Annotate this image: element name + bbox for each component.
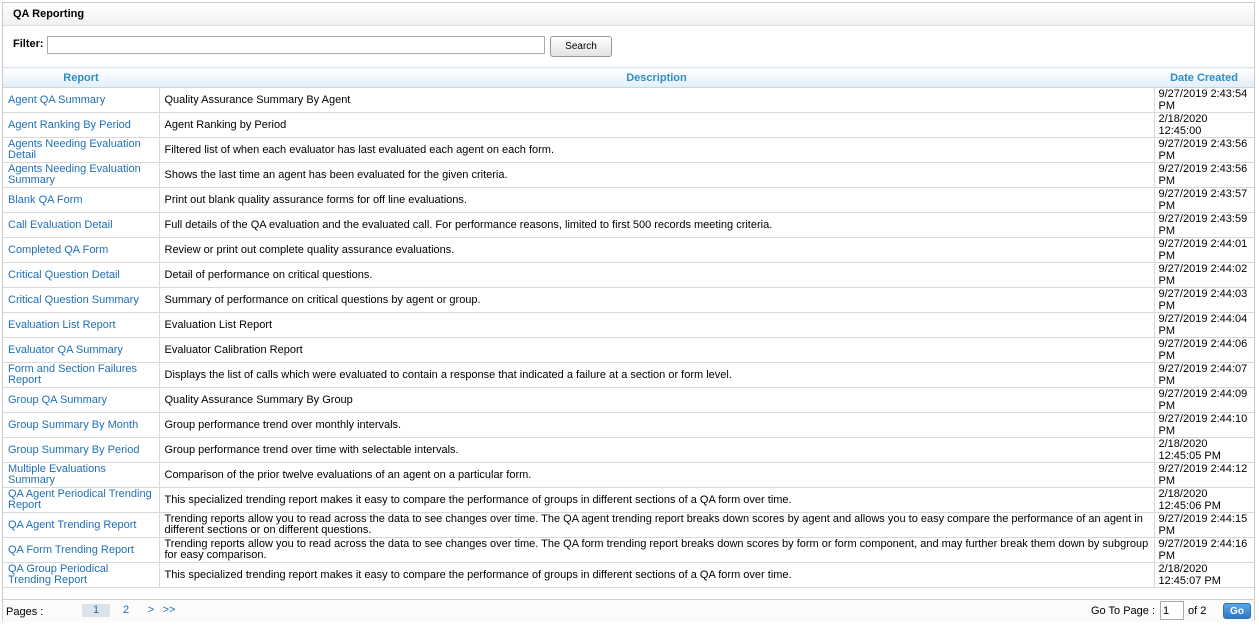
column-header-date-created[interactable]: Date Created xyxy=(1154,68,1254,88)
report-link[interactable]: Multiple Evaluations Summary xyxy=(8,463,106,486)
search-button[interactable]: Search xyxy=(550,36,612,57)
report-cell xyxy=(3,163,159,188)
table-row xyxy=(3,138,1254,163)
report-link[interactable]: Blank QA Form xyxy=(8,193,83,206)
table-body xyxy=(3,88,1254,588)
panel-title: QA Reporting xyxy=(3,3,1254,26)
report-link[interactable]: Group QA Summary xyxy=(8,393,108,406)
table-row xyxy=(3,338,1254,363)
report-cell xyxy=(3,388,159,413)
reports-grid xyxy=(3,67,1254,588)
date-created-cell: 9/27/2019 2:44:15 PM xyxy=(1154,513,1254,538)
report-link[interactable]: Agents Needing Evaluation Detail xyxy=(8,138,141,161)
date-created-cell: 9/27/2019 2:44:10 PM xyxy=(1154,413,1254,438)
report-cell xyxy=(3,438,159,463)
date-created-cell: 2/18/2020 12:45:07 PM xyxy=(1154,563,1254,588)
last-page-link[interactable]: >> xyxy=(162,604,176,616)
description-cell: This specialized trending report makes it easy to compare the performance of groups in different sections of a QA form over time. xyxy=(159,488,1154,513)
page-1-current[interactable]: 1 xyxy=(82,604,110,617)
table-row xyxy=(3,488,1254,513)
report-cell xyxy=(3,88,159,113)
report-cell xyxy=(3,113,159,138)
date-created-cell: 9/27/2019 2:43:56 PM xyxy=(1154,163,1254,188)
description-cell: Trending reports allow you to read across the data to see changes over time. The QA form trending report breaks down scores by form or form component, and may further break them down by subgroup for easy comparison. xyxy=(159,538,1154,563)
description-cell: Filtered list of when each evaluator has last evaluated each agent on each form. xyxy=(159,138,1154,163)
date-created-cell: 9/27/2019 2:44:04 PM xyxy=(1154,313,1254,338)
pager xyxy=(3,599,1254,622)
report-link[interactable]: Agent Ranking By Period xyxy=(8,118,131,131)
table-row xyxy=(3,188,1254,213)
table-row xyxy=(3,113,1254,138)
description-cell: Group performance trend over monthly intervals. xyxy=(159,413,1154,438)
report-cell xyxy=(3,238,159,263)
table-row xyxy=(3,538,1254,563)
table-row xyxy=(3,563,1254,588)
report-cell xyxy=(3,538,159,563)
report-link[interactable]: Evaluator QA Summary xyxy=(8,343,123,356)
report-link[interactable]: Group Summary By Month xyxy=(8,418,139,431)
table-row xyxy=(3,363,1254,388)
date-created-cell: 9/27/2019 2:43:54 PM xyxy=(1154,88,1254,113)
date-created-cell: 9/27/2019 2:44:09 PM xyxy=(1154,388,1254,413)
report-cell xyxy=(3,363,159,388)
description-cell: Evaluation List Report xyxy=(159,313,1154,338)
date-created-cell: 9/27/2019 2:44:12 PM xyxy=(1154,463,1254,488)
report-link[interactable]: Agents Needing Evaluation Summary xyxy=(8,163,141,186)
table-header-row xyxy=(3,68,1254,88)
description-cell: Evaluator Calibration Report xyxy=(159,338,1154,363)
description-cell: Group performance trend over time with selectable intervals. xyxy=(159,438,1154,463)
report-cell xyxy=(3,488,159,513)
report-cell xyxy=(3,288,159,313)
report-cell xyxy=(3,188,159,213)
date-created-cell: 9/27/2019 2:44:07 PM xyxy=(1154,363,1254,388)
goto-page-input[interactable] xyxy=(1160,601,1184,620)
report-link[interactable]: Critical Question Detail xyxy=(8,268,120,281)
table-row xyxy=(3,163,1254,188)
description-cell: Displays the list of calls which were evaluated to contain a response that indicated a failure at a section or form level. xyxy=(159,363,1154,388)
date-created-cell: 9/27/2019 2:44:03 PM xyxy=(1154,288,1254,313)
report-link[interactable]: Evaluation List Report xyxy=(8,318,116,331)
description-cell: Agent Ranking by Period xyxy=(159,113,1154,138)
description-cell: Trending reports allow you to read across the data to see changes over time. The QA agent trending report breaks down scores by agent and allows you to easy compare the performance of an agent in different sections or on different questions. xyxy=(159,513,1154,538)
report-link[interactable]: Completed QA Form xyxy=(8,243,109,256)
table-row xyxy=(3,238,1254,263)
description-cell: Review or print out complete quality assurance evaluations. xyxy=(159,238,1154,263)
description-cell: Quality Assurance Summary By Group xyxy=(159,388,1154,413)
page-count-label: of 2 xyxy=(1188,605,1207,617)
description-cell: Quality Assurance Summary By Agent xyxy=(159,88,1154,113)
report-link[interactable]: QA Group Periodical Trending Report xyxy=(8,563,109,586)
report-cell xyxy=(3,213,159,238)
date-created-cell: 9/27/2019 2:44:02 PM xyxy=(1154,263,1254,288)
column-header-report[interactable]: Report xyxy=(3,68,159,88)
table-row xyxy=(3,213,1254,238)
filter-input[interactable] xyxy=(47,36,545,54)
next-page-link[interactable]: > xyxy=(147,604,155,616)
table-row xyxy=(3,388,1254,413)
table-row xyxy=(3,88,1254,113)
report-link[interactable]: QA Agent Periodical Trending Report xyxy=(8,488,152,511)
report-cell xyxy=(3,138,159,163)
report-link[interactable]: QA Form Trending Report xyxy=(8,543,134,556)
report-cell xyxy=(3,513,159,538)
report-cell xyxy=(3,563,159,588)
goto-page-label: Go To Page : xyxy=(1091,605,1156,617)
report-link[interactable]: Form and Section Failures Report xyxy=(8,363,137,386)
description-cell: This specialized trending report makes it easy to compare the performance of groups in different sections of a QA form over time. xyxy=(159,563,1154,588)
report-cell xyxy=(3,463,159,488)
filter-label: Filter: xyxy=(13,38,44,50)
table-row xyxy=(3,513,1254,538)
table-row xyxy=(3,263,1254,288)
date-created-cell: 2/18/2020 12:45:00 xyxy=(1154,113,1254,138)
date-created-cell: 2/18/2020 12:45:05 PM xyxy=(1154,438,1254,463)
description-cell: Detail of performance on critical questions. xyxy=(159,263,1154,288)
report-link[interactable]: QA Agent Trending Report xyxy=(8,518,137,531)
report-link[interactable]: Group Summary By Period xyxy=(8,443,140,456)
description-cell: Full details of the QA evaluation and the evaluated call. For performance reasons, limited to first 500 records meeting criteria. xyxy=(159,213,1154,238)
report-link[interactable]: Call Evaluation Detail xyxy=(8,218,113,231)
description-cell: Print out blank quality assurance forms for off line evaluations. xyxy=(159,188,1154,213)
page-2-link[interactable]: 2 xyxy=(122,604,130,616)
report-cell xyxy=(3,313,159,338)
column-header-description[interactable]: Description xyxy=(159,68,1154,88)
report-cell xyxy=(3,338,159,363)
table-row xyxy=(3,438,1254,463)
report-link[interactable]: Critical Question Summary xyxy=(8,293,139,306)
table-row xyxy=(3,313,1254,338)
description-cell: Comparison of the prior twelve evaluations of an agent on a particular form. xyxy=(159,463,1154,488)
date-created-cell: 2/18/2020 12:45:06 PM xyxy=(1154,488,1254,513)
date-created-cell: 9/27/2019 2:44:16 PM xyxy=(1154,538,1254,563)
date-created-cell: 9/27/2019 2:43:57 PM xyxy=(1154,188,1254,213)
date-created-cell: 9/27/2019 2:43:56 PM xyxy=(1154,138,1254,163)
date-created-cell: 9/27/2019 2:43:59 PM xyxy=(1154,213,1254,238)
go-button[interactable]: Go xyxy=(1223,603,1251,619)
reports-table xyxy=(3,67,1254,588)
date-created-cell: 9/27/2019 2:44:01 PM xyxy=(1154,238,1254,263)
pages-label: Pages : xyxy=(6,606,44,618)
table-row xyxy=(3,288,1254,313)
qa-reporting-panel xyxy=(2,2,1255,621)
description-cell: Summary of performance on critical questions by agent or group. xyxy=(159,288,1154,313)
report-cell xyxy=(3,263,159,288)
report-cell xyxy=(3,413,159,438)
table-row xyxy=(3,413,1254,438)
report-link[interactable]: Agent QA Summary xyxy=(8,93,106,106)
date-created-cell: 9/27/2019 2:44:06 PM xyxy=(1154,338,1254,363)
description-cell: Shows the last time an agent has been evaluated for the given criteria. xyxy=(159,163,1154,188)
table-row xyxy=(3,463,1254,488)
